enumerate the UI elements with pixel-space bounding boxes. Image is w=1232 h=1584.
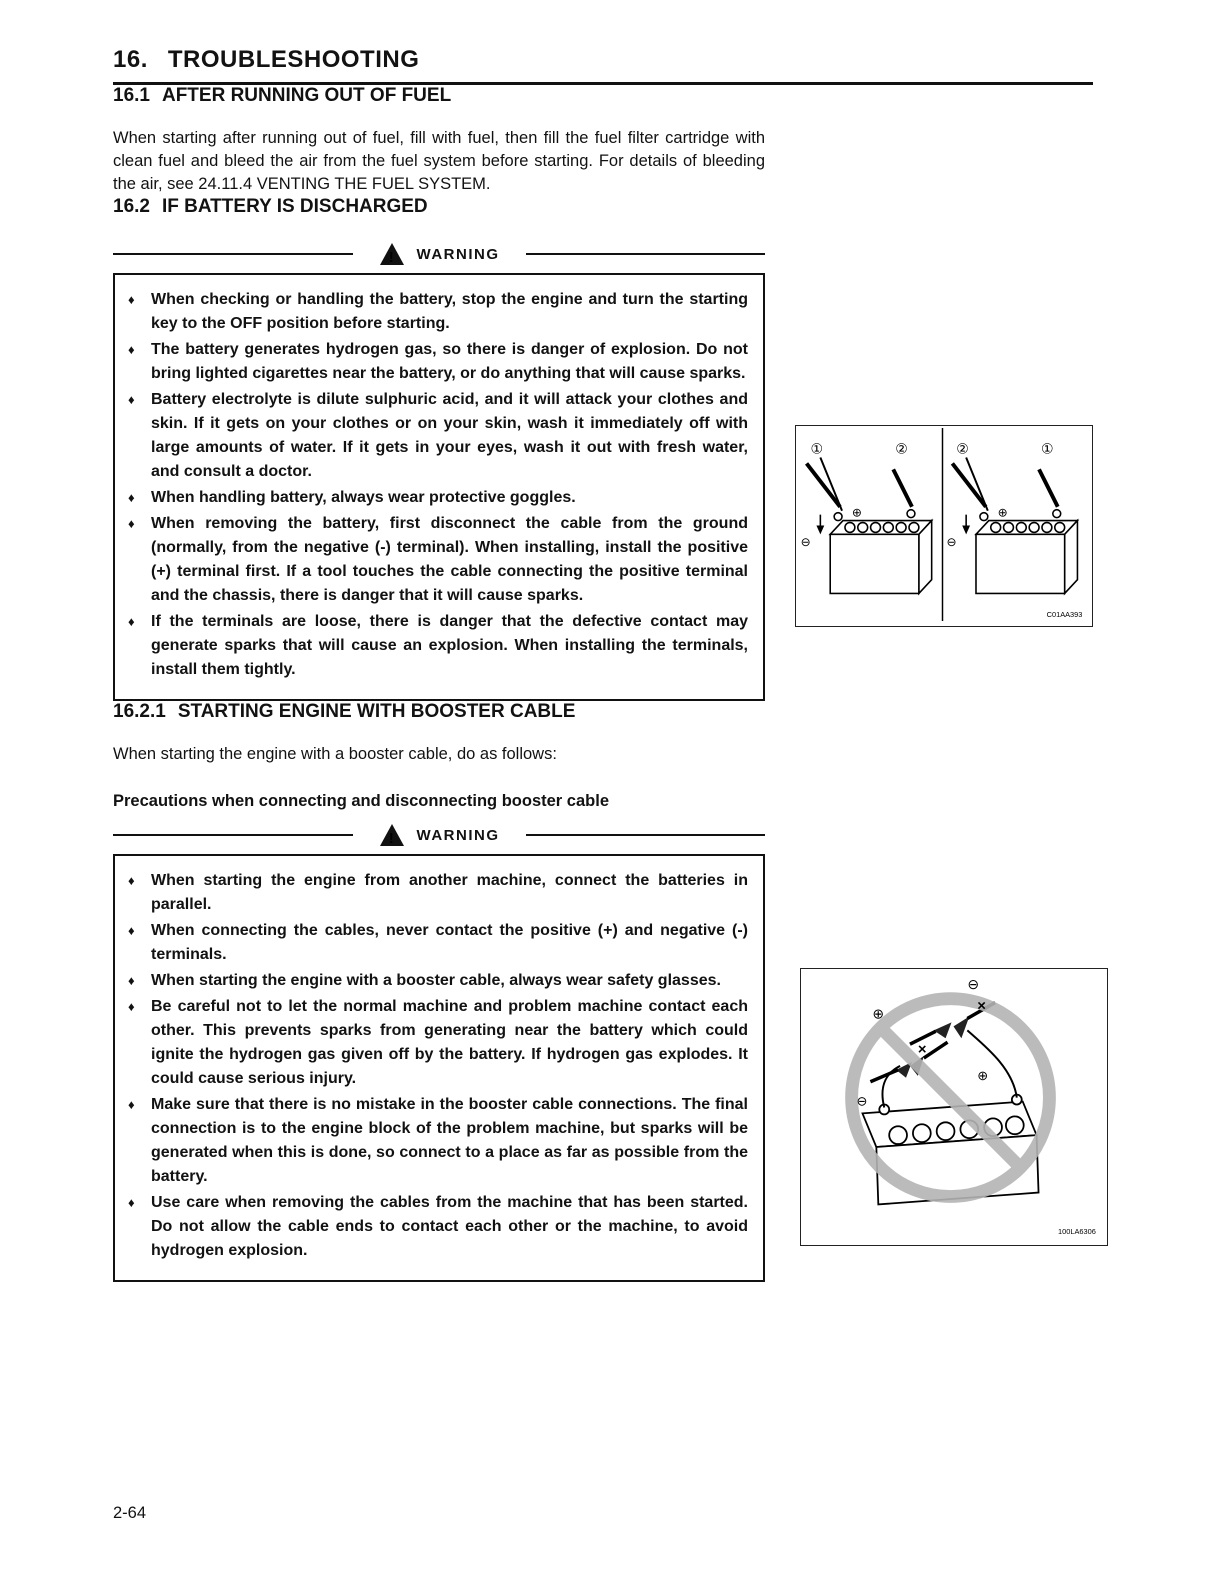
warning-bullet-text: Make sure that there is no mistake in the booster cable connections. The final connection is to the engine block of the problem machine, but sparks will be generated when this is done, so connect to a place as far as possible from the battery. (151, 1096, 748, 1185)
positive-terminal-icon: ⊕ (977, 1067, 988, 1083)
booster-warning-bullet-list (128, 869, 748, 1263)
warning-rule-left (113, 253, 353, 255)
warning-bullet-item (128, 486, 748, 510)
warning-bullet-item (128, 338, 748, 386)
battery-warning-bullet-list (128, 288, 748, 682)
section-title-if-battery-is-discharged: 16.2 IF BATTERY IS DISCHARGED (113, 196, 428, 217)
negative-terminal-icon: ⊖ (967, 975, 979, 992)
warning-label: WARNING (416, 245, 500, 263)
diamond-bullet-icon: ♦ (128, 392, 135, 407)
circled-number-icon: ① (1041, 441, 1054, 457)
negative-terminal-icon: ⊖ (856, 1093, 868, 1109)
positive-terminal-icon: ⊕ (851, 505, 862, 520)
fuel-section-paragraph: When starting after running out of fuel, fill with fuel, then fill the fuel filter cartridge with clean fuel and bleed the air from the fuel system before starting. For details of bleeding the air, see 24.11.4 VENTING THE FUEL SYSTEM. (113, 129, 765, 193)
warning-bullet-text: When removing the battery, first disconnect the cable from the ground (normally, from the negative (-) terminal). When installing, install the positive (+) terminal first. If a tool touches the cable connecting the positive terminal and the chassis, there is danger that it will cause sparks. (151, 515, 748, 604)
warning-label: WARNING (416, 826, 500, 844)
warning-bullet-item (128, 995, 748, 1091)
warning-rule-right (526, 834, 766, 836)
section-number: 16.2 (113, 196, 150, 217)
warning-title (353, 823, 526, 847)
chapter-number: 16. (113, 46, 148, 73)
warning-bullet-item (128, 969, 748, 993)
diamond-bullet-icon: ♦ (128, 1195, 135, 1210)
svg-text:!: ! (388, 830, 395, 847)
circled-number-icon: ② (956, 441, 969, 457)
warning-header (113, 823, 765, 847)
warning-bullet-text: When handling battery, always wear protective goggles. (151, 489, 576, 506)
booster-intro-paragraph: When starting the engine with a booster cable, do as follows: (113, 745, 557, 763)
diamond-bullet-icon: ♦ (128, 292, 135, 307)
warning-bullet-text: Use care when removing the cables from the machine that has been started. Do not allow the cable ends to contact each other or the machine, to avoid hydrogen explosion. (151, 1194, 748, 1259)
section-number: 16.2.1 (113, 701, 166, 722)
warning-bullet-item (128, 869, 748, 917)
fig1-panel-disconnect (801, 442, 932, 594)
contact-cross-icon: × (917, 1042, 927, 1059)
warning-rule-left (113, 834, 353, 836)
warning-bullet-item (128, 512, 748, 608)
warning-bullet-text: The battery generates hydrogen gas, so there is danger of explosion. Do not bring lighted cigarettes near the battery, or do anything that will cause sparks. (151, 341, 748, 382)
contact-cross-icon: × (977, 998, 986, 1015)
figure-battery-terminal-order (795, 425, 1093, 627)
section-number: 16.1 (113, 85, 150, 106)
warning-rule-right (526, 253, 766, 255)
diamond-bullet-icon: ♦ (128, 873, 135, 888)
warning-bullet-item (128, 610, 748, 682)
warning-bullet-item (128, 1093, 748, 1189)
warning-bullet-text: When checking or handling the battery, stop the engine and turn the starting key to the OFF position before starting. (151, 291, 748, 332)
diamond-bullet-icon: ♦ (128, 923, 135, 938)
diamond-bullet-icon: ♦ (128, 1097, 135, 1112)
chapter-title: TROUBLESHOOTING (167, 46, 420, 73)
diamond-bullet-icon: ♦ (128, 973, 135, 988)
warning-title (353, 242, 526, 266)
battery-warning-box (113, 273, 765, 701)
booster-warning-box (113, 854, 765, 1282)
section-title-starting-engine-with-booster-cable: 16.2.1 STARTING ENGINE WITH BOOSTER CABLE (113, 701, 576, 722)
negative-terminal-icon: ⊖ (946, 535, 957, 550)
warning-bullet-text: If the terminals are loose, there is danger that the defective contact may generate sparks that will cause an explosion. When installing the terminals, install them tightly. (151, 613, 748, 678)
svg-text:!: ! (388, 249, 395, 266)
warning-bullet-item (128, 388, 748, 484)
figure-caption: 100LA6306 (1058, 1227, 1096, 1237)
warning-bullet-text: Battery electrolyte is dilute sulphuric acid, and it will attack your clothes and skin. If it gets on your clothes or on your skin, wash it immediately off with large amounts of water. If it gets in your eyes, wash it out with fresh water, and consult a doctor. (151, 391, 748, 480)
battery-drawing (862, 1095, 1038, 1205)
fig1-panel-connect (946, 442, 1077, 594)
chapter-heading (113, 46, 1093, 85)
circled-number-icon: ② (895, 441, 908, 457)
page-number: 2-64 (113, 1504, 147, 1522)
diamond-bullet-icon: ♦ (128, 516, 135, 531)
diamond-bullet-icon: ♦ (128, 342, 135, 357)
negative-terminal-icon: ⊖ (800, 535, 811, 550)
figure-caption: C01AA393 (1046, 610, 1083, 620)
warning-triangle-icon (379, 823, 405, 847)
warning-triangle-icon (379, 242, 405, 266)
warning-bullet-text: When starting the engine from another machine, connect the batteries in parallel. (151, 872, 748, 913)
figure-booster-cable-prohibition (800, 968, 1108, 1246)
booster-precautions-subheading: Precautions when connecting and disconnecting booster cable (113, 792, 609, 810)
positive-terminal-icon: ⊕ (997, 505, 1008, 520)
diamond-bullet-icon: ♦ (128, 999, 135, 1014)
warning-bullet-item (128, 919, 748, 967)
diamond-bullet-icon: ♦ (128, 614, 135, 629)
warning-bullet-text: When starting the engine with a booster cable, always wear safety glasses. (151, 972, 721, 989)
warning-bullet-item (128, 1191, 748, 1263)
warning-bullet-text: When connecting the cables, never contact the positive (+) and negative (-) terminals. (151, 922, 748, 963)
section-title-after-running-out-of-fuel: 16.1 AFTER RUNNING OUT OF FUEL (113, 85, 452, 106)
circled-number-icon: ① (810, 441, 823, 457)
warning-bullet-item (128, 288, 748, 336)
positive-terminal-icon: ⊕ (872, 1005, 884, 1022)
warning-bullet-text: Be careful not to let the normal machine and problem machine contact each other. This prevents sparks from generating near the battery which could ignite the hydrogen gas given off by the battery. If hydrogen gas explodes. It could cause serious injury. (151, 998, 748, 1087)
warning-header (113, 242, 765, 266)
diamond-bullet-icon: ♦ (128, 490, 135, 505)
main-text-column (113, 46, 765, 1282)
